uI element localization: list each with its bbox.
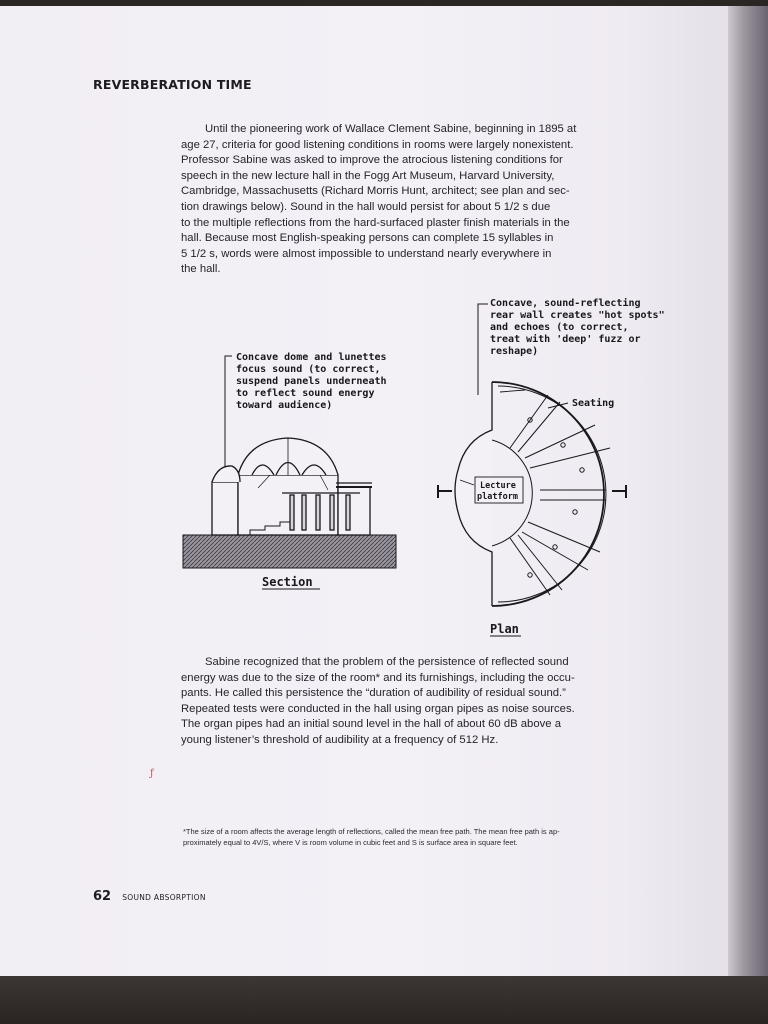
plan-caption: Plan [490, 622, 519, 636]
fogg-lecture-hall-figure [170, 290, 670, 640]
text-line: Professor Sabine was asked to improve the atrocious listening conditions for [181, 154, 563, 167]
page-number: 62 [93, 889, 112, 904]
text-line: young listener’s threshold of audibility at a frequency of 512 Hz. [181, 733, 499, 746]
background-surface [0, 976, 768, 1024]
text-line: Until the pioneering work of Wallace Clement Sabine, beginning in 1895 at [205, 123, 577, 135]
running-section-title: SOUND ABSORPTION [122, 893, 206, 902]
margin-mark: ƒ [150, 768, 154, 779]
text-line: tion drawings below). Sound in the hall would persist for about 5 1/2 s due [181, 200, 551, 213]
dome-note [236, 352, 393, 411]
rear-wall-note-line: reshape) [490, 346, 539, 357]
page-gutter-shadow [728, 6, 768, 978]
dome-note-line: to reflect sound energy [236, 388, 375, 399]
paragraph-sabine-findings [181, 655, 575, 749]
rear-wall-note [490, 297, 670, 357]
text-line: 5 1/2 s, words were almost impossible to understand nearly everywhere in [181, 247, 552, 260]
text-line: Cambridge, Massachusetts (Richard Morris Hunt, architect; see plan and sec- [181, 185, 570, 198]
dome-note-line: Concave dome and lunettes [236, 352, 387, 363]
rear-wall-note-line: and echoes (to correct, [490, 322, 629, 333]
text-line: energy was due to the size of the room* and its furnishings, including the occu- [181, 671, 575, 684]
text-line: hall. Because most English-speaking persons can complete 15 syllables in [181, 232, 554, 245]
seating-label: Seating [572, 398, 615, 409]
text-line: The organ pipes had an initial sound level in the hall of about 60 dB above a [181, 718, 561, 731]
rear-wall-note-line: Concave, sound-reflecting [490, 298, 641, 309]
dome-note-line: toward audience) [236, 400, 333, 411]
footnote [183, 826, 560, 848]
footnote-line: proximately equal to 4V/S, where V is room volume in cubic feet and S is surface area in square feet. [183, 838, 518, 847]
rear-wall-note-line: treat with 'deep' fuzz or [490, 334, 641, 345]
rear-wall-note-line: rear wall creates "hot spots" [490, 310, 665, 321]
text-line: pants. He called this persistence the “duration of audibility of residual sound.” [181, 687, 566, 700]
page-footer [93, 885, 206, 904]
text-line: the hall. [181, 263, 221, 276]
text-line: to the multiple reflections from the hard-surfaced plaster finish materials in the [181, 216, 570, 229]
platform-label: platform [477, 492, 518, 502]
dome-note-line: focus sound (to correct, [236, 364, 381, 375]
lecture-label: Lecture [480, 481, 516, 491]
paragraph-sabine-intro [181, 122, 576, 278]
section-caption: Section [262, 575, 313, 589]
text-line: speech in the new lecture hall in the Fogg Art Museum, Harvard University, [181, 169, 555, 182]
section-heading: REVERBERATION TIME [93, 77, 252, 92]
text-line: Repeated tests were conducted in the hall using organ pipes as noise sources. [181, 702, 575, 715]
text-line: Sabine recognized that the problem of the persistence of reflected sound [205, 656, 569, 668]
dome-note-line: suspend panels underneath [236, 376, 387, 387]
text-line: age 27, criteria for good listening conditions in rooms were largely nonexistent. [181, 138, 574, 151]
footnote-line: *The size of a room affects the average length of reflections, called the mean free path. The mean free path is ap- [183, 827, 560, 836]
